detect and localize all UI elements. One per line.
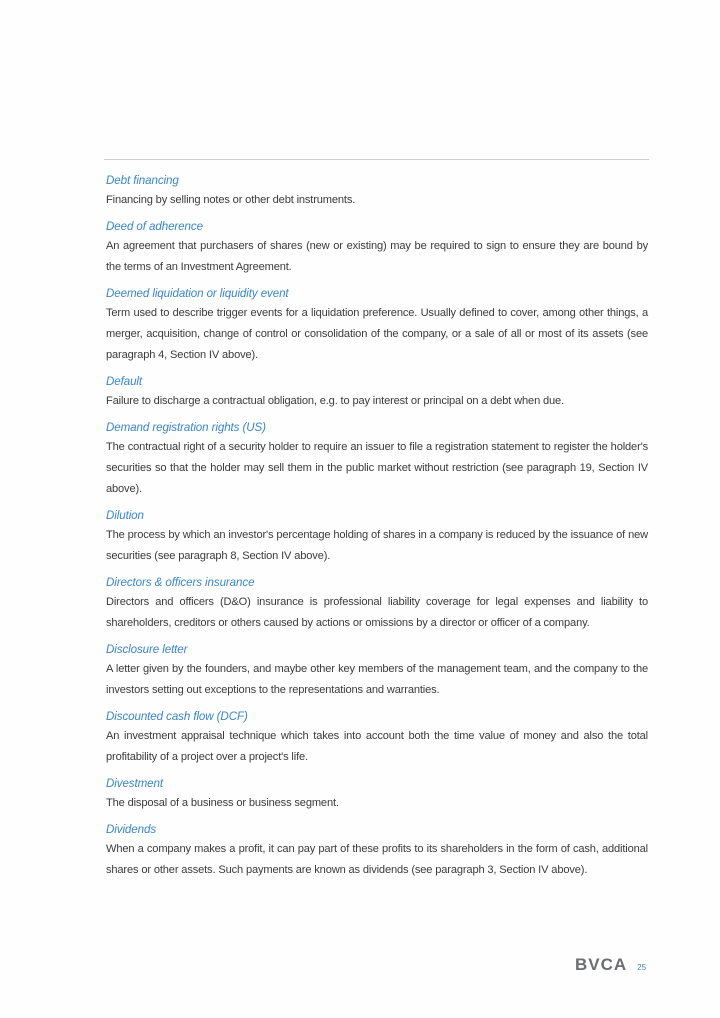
glossary-definition: Directors and officers (D&O) insurance is professional liability coverage for legal expenses and liability to shareholders, creditors or others caused by actions or omissions by a director or officer of a company. xyxy=(106,596,648,629)
bvca-logo: BVCA xyxy=(575,955,628,974)
glossary-definition: An agreement that purchasers of shares (new or existing) may be required to sign to ensure they are bound by the terms of an Investment Agreement. xyxy=(106,240,648,273)
glossary-definition: The contractual right of a security holder to require an issuer to file a registration statement to register the holder's securities so that the holder may sell them in the public market without restriction (see paragraph 19, Section IV above). xyxy=(106,441,648,495)
glossary-term: Discounted cash flow (DCF) xyxy=(106,710,248,723)
glossary-term: Deemed liquidation or liquidity event xyxy=(106,287,289,300)
glossary-definition: A letter given by the founders, and maybe other key members of the management team, and the company to the investors setting out exceptions to the representations and warranties. xyxy=(106,663,648,696)
glossary-definition: An investment appraisal technique which takes into account both the time value of money and also the total profitability of a project over a project's life. xyxy=(106,730,648,763)
glossary-entry xyxy=(106,284,648,366)
glossary-entry xyxy=(106,418,648,500)
glossary-term: Disclosure letter xyxy=(106,643,188,656)
glossary-term: Divestment xyxy=(106,777,163,790)
page-number: 25 xyxy=(637,963,647,972)
glossary-term: Dividends xyxy=(106,823,157,836)
glossary-definition: When a company makes a profit, it can pay part of these profits to its shareholders in the form of cash, additional shares or other assets. Such payments are known as dividends (see paragraph 3, Section IV above). xyxy=(106,843,648,876)
glossary-term: Demand registration rights (US) xyxy=(106,421,266,434)
glossary-definition: Failure to discharge a contractual obligation, e.g. to pay interest or principal on a debt when due. xyxy=(106,395,565,407)
glossary-definition: The process by which an investor's percentage holding of shares in a company is reduced by the issuance of new securities (see paragraph 8, Section IV above). xyxy=(106,529,648,562)
glossary-definition: The disposal of a business or business segment. xyxy=(106,797,339,809)
glossary-term: Default xyxy=(106,375,143,388)
glossary-term: Directors & officers insurance xyxy=(106,576,255,589)
glossary-entry xyxy=(106,707,648,768)
glossary-entry xyxy=(106,171,648,211)
glossary-term: Deed of adherence xyxy=(106,220,203,233)
glossary-entry xyxy=(106,640,648,701)
glossary-list xyxy=(106,171,648,887)
glossary-entry xyxy=(106,774,648,814)
glossary-term: Dilution xyxy=(106,509,144,522)
glossary-term: Debt financing xyxy=(106,174,179,187)
glossary-entry xyxy=(106,217,648,278)
page-footer xyxy=(575,955,646,975)
glossary-definition: Term used to describe trigger events for a liquidation preference. Usually defined to cover, among other things, a merger, acquisition, change of control or consolidation of the company, or a sale of all or most of its assets (see paragraph 4, Section IV above). xyxy=(106,307,648,361)
glossary-entry xyxy=(106,372,648,412)
top-divider xyxy=(104,159,649,160)
glossary-entry xyxy=(106,820,648,881)
glossary-entry xyxy=(106,573,648,634)
glossary-definition: Financing by selling notes or other debt instruments. xyxy=(106,194,356,206)
glossary-entry xyxy=(106,506,648,567)
